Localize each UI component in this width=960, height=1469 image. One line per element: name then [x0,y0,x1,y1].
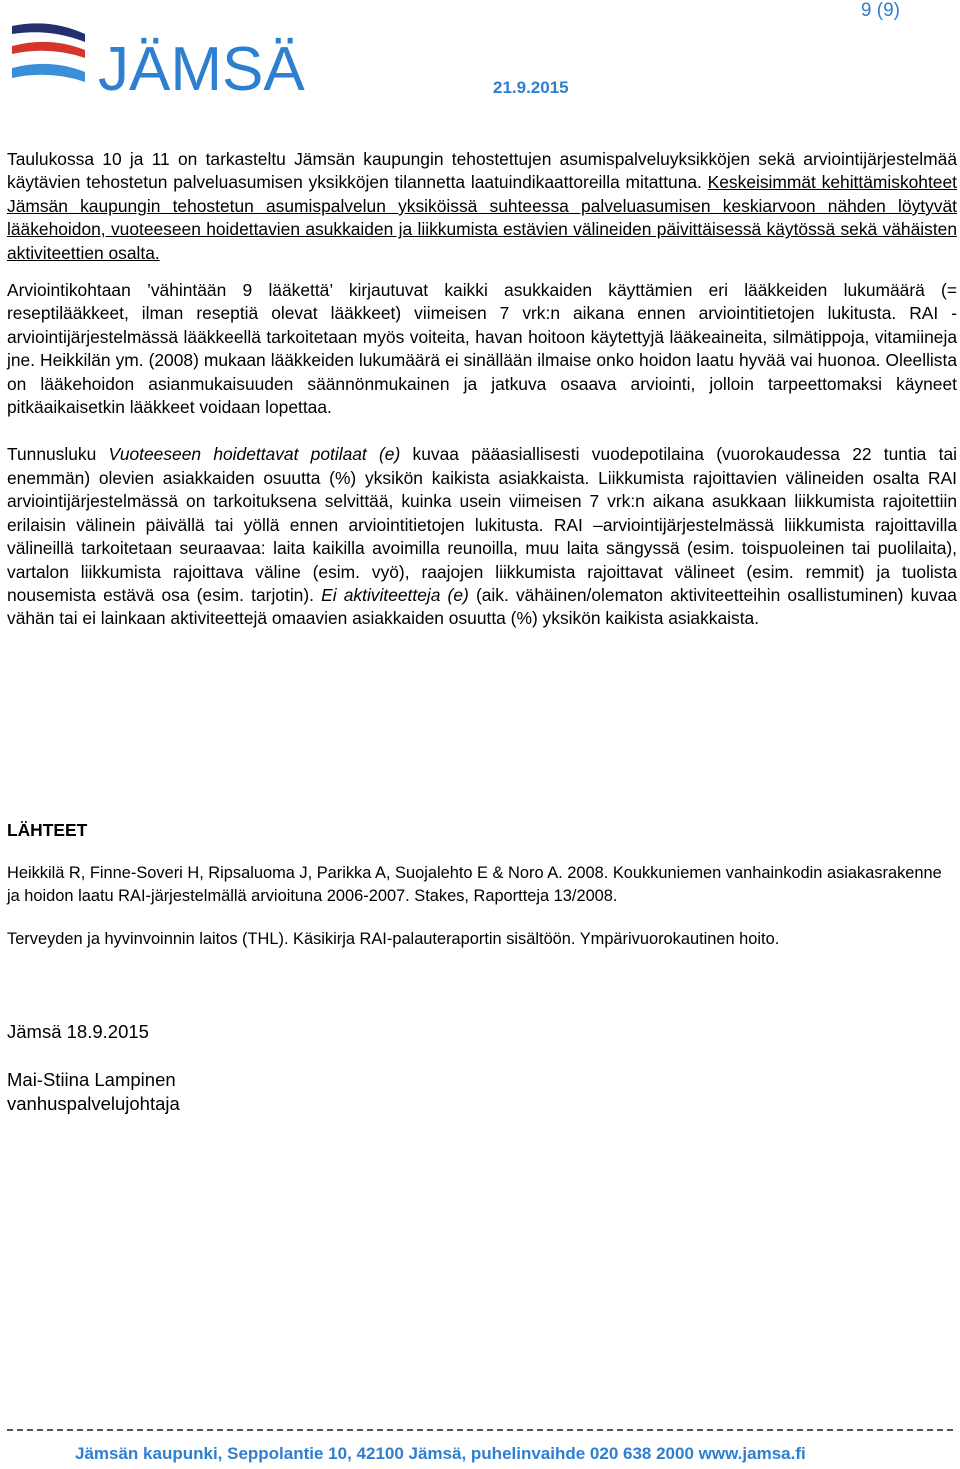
term-no-activities: Ei aktiviteetteja (e) [321,584,469,605]
term-bedridden: Vuoteeseen hoidettavat potilaat (e) [108,444,401,465]
paragraph-3-start: Tunnusluku [7,444,109,465]
references-heading: LÄHTEET [7,820,88,840]
reference-2: Terveyden ja hyvinvoinnin laitos (THL). Käsikirja RAI-palauteraportin sisältöön. Ympärivuorokautinen hoito. [7,930,780,948]
paragraph-1-underlined: Keskeisimmät kehittämiskohteet Jämsän kaupungin tehostetun asumispalvelun yksiköissä suhteessa palveluasumisen keskiarvoon nähden löytyvät lääkehoidon, vuoteeseen hoidettavien asukkaiden ja liikkumista estävien välineiden päivittäisessä käytössä sekä vähäisten aktiviteettien osalta. [7,172,957,263]
signature-name: Mai-Stiina Lampinen [7,1069,176,1090]
footer-text: Jämsän kaupunki, Seppolantie 10, 42100 Jämsä, puhelinvaihde 020 638 2000 www.jamsa.fi [75,1444,806,1463]
reference-1: Heikkilä R, Finne-Soveri H, Ripsaluoma J, Parikka A, Suojalehto E & Noro A. 2008. Koukkuniemen vanhainkodin asiakasrakenne ja hoidon laatu RAI-järjestelmällä arvioituna 2006-2007. Stakes, Raportteja 13/2008. [7,864,942,905]
paragraph-2: Arviointikohtaan ’vähintään 9 lääkettä’ kirjautuvat kaikki asukkaiden käyttämien eri lääkkeiden lukumäärä (= reseptilääkkeet, ilman reseptiä olevat lääkkeet) viimeisen 7 vrk:n aikana ennen arviointitietojen lukitusta. RAI -arviointijärjestelmässä lääkkeellä tarkoitetaan myös voiteita, havan hoitoon käytettyjä lääkeaineita, silmätippoja, vitamiineja jne. Heikkilän ym. (2008) mukaan lääkkeiden lukumäärä ei sinällään ilmaise onko hoidon laatu hyvää vai huonoa. Oleellista on lääkehoidon asianmukaisuuden säännönmukainen ja jatkuva osaava arviointi, jolloin tarpeettomaksi käyneet pitkäaikaisetkin lääkkeet voidaan lopettaa. [7,280,957,418]
signature-title: vanhuspalvelujohtaja [7,1093,180,1114]
footer-divider [7,1429,953,1431]
paragraph-3-middle: kuvaa pääasiallisesti vuodepotilaina (vuorokaudessa 22 tuntia tai enemmän) olevien asiakkaiden osuutta (%) yksikön kaikista asiakkaista. Liikkumista rajoittavien välineiden osalta RAI arviointijärjestelmässä on tarkoituksena selvittää, kuinka usein viimeisen 7 vrk:n aikana asukkaan liikkumista rajoitettiin erilaisin välinein päivällä tai yöllä ennen arviointitietojen lukitusta. RAI –arviointijärjestelmässä liikkumista rajoittavilla välineillä tarkoitetaan seuraavaa: laita kaikilla avoimilla reunoilla, muu laita sängyssä (esim. toispuoleinen tai puolilaita), vartalon liikkumista rajoittava väline (esim. vyö), raajojen liikkumista rajoittavat välineet (esim. remmit) ja tuolista nousemista estävä osa (esim. tarjotin). [7,444,957,605]
header-date: 21.9.2015 [493,78,569,97]
svg-text:JÄMSÄ: JÄMSÄ [98,35,305,100]
body-text [7,148,957,631]
signature-place-date: Jämsä 18.9.2015 [7,1021,149,1042]
jamsa-logo [10,20,310,100]
paragraph-3-end: (aik. vähäinen/olematon aktiviteetteihin osallistuminen) kuvaa vähän tai ei lainkaan aktiviteettejä omaavien asiakkaiden osuutta (%) yksikön kaikista asiakkaista. [7,584,957,629]
paragraph-1 [7,148,957,265]
page-number: 9 (9) [860,0,900,21]
paragraph-3 [7,443,957,630]
paragraph-1-text: Taulukossa 10 ja 11 on tarkasteltu Jämsän kaupungin tehostettujen asumispalveluyksikköjen sekä arviointijärjestelmää käytävien tehostetun palveluasumisen yksikköjen tilannetta laatuindikaattoreilla mitattuna. [7,149,957,193]
